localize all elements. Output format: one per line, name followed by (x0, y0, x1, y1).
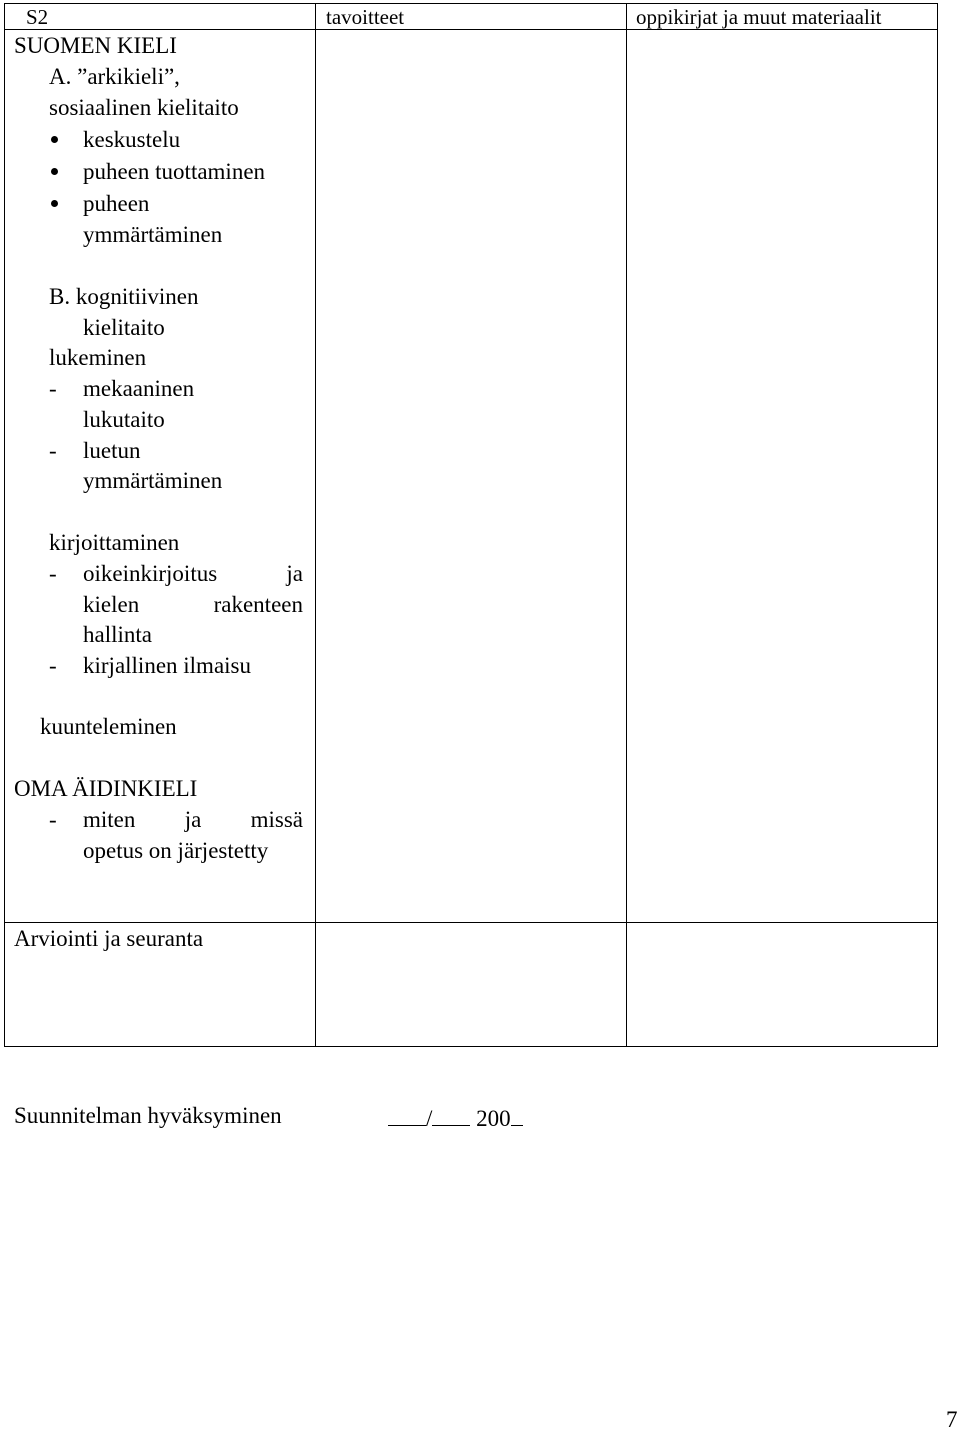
bullet-icon (51, 168, 58, 175)
bullet-item-understanding: ymmärtäminen (83, 222, 223, 247)
approval-day-blank[interactable] (388, 1101, 426, 1126)
writing-item-spelling-word: kielen (83, 592, 140, 617)
table-top-border (4, 3, 938, 4)
approval-label: Suunnitelman hyväksyminen (14, 1103, 282, 1128)
section-title-finnish: SUOMEN KIELI (14, 33, 177, 58)
bullet-item-speech: puheen (83, 191, 150, 216)
dash-marker: - (49, 653, 57, 678)
mother-tongue-word: ja (184, 807, 202, 832)
listening-heading: kuunteleminen (40, 714, 177, 739)
bullet-icon (51, 200, 58, 207)
column-divider-2 (626, 3, 627, 1047)
header-col-goals: tavoitteet (326, 5, 405, 29)
row-divider (4, 922, 938, 923)
reading-heading: lukeminen (49, 345, 147, 370)
reading-item-comprehension: luetun (83, 438, 141, 463)
table-bottom-border (4, 1046, 938, 1047)
writing-heading: kirjoittaminen (49, 530, 180, 555)
approval-year: 200 (476, 1106, 511, 1131)
mother-tongue-item-cont: opetus on järjestetty (83, 838, 269, 863)
approval-separator: / (426, 1106, 433, 1131)
column-divider-1 (315, 3, 316, 1047)
approval-month-blank[interactable] (432, 1101, 470, 1126)
writing-item-spelling-word: oikeinkirjoitus (83, 561, 218, 586)
dash-marker: - (49, 438, 57, 463)
mother-tongue-title: OMA ÄIDINKIELI (14, 776, 198, 801)
writing-item-spelling-word: rakenteen (213, 592, 303, 617)
reading-item-mechanical: mekaaninen (83, 376, 195, 401)
header-col-s2: S2 (26, 5, 49, 29)
header-col-materials: oppikirjat ja muut materiaalit (636, 5, 882, 29)
dash-marker: - (49, 376, 57, 401)
writing-item-spelling-word: ja (286, 561, 303, 586)
reading-item-mechanical-cont: lukutaito (83, 407, 165, 432)
page-number: 7 (946, 1407, 958, 1432)
approval-year-blank[interactable] (511, 1101, 523, 1126)
reading-item-comprehension-cont: ymmärtäminen (83, 468, 223, 493)
table-left-border (4, 3, 5, 1047)
section-b-line1: B. kognitiivinen (49, 284, 199, 309)
dash-marker: - (49, 561, 57, 586)
bullet-item-conversation: keskustelu (83, 127, 181, 152)
assessment-label: Arviointi ja seuranta (14, 926, 204, 951)
section-a-line2: sosiaalinen kielitaito (49, 95, 239, 120)
mother-tongue-item (83, 805, 303, 835)
dash-marker: - (49, 807, 57, 832)
writing-item-spelling (83, 559, 303, 589)
writing-item-spelling-cont (83, 590, 303, 620)
header-divider (4, 29, 938, 30)
writing-item-spelling-end: hallinta (83, 622, 152, 647)
section-a-line1: A. ”arkikieli”, (49, 64, 180, 89)
table-right-border (937, 3, 938, 1047)
bullet-icon (51, 136, 58, 143)
mother-tongue-word: miten (83, 807, 136, 832)
bullet-item-speech-production: puheen tuottaminen (83, 159, 266, 184)
mother-tongue-word: missä (250, 807, 303, 832)
approval-date-field[interactable] (388, 1101, 523, 1134)
section-b-line2: kielitaito (83, 315, 165, 340)
writing-item-written-expression: kirjallinen ilmaisu (83, 653, 251, 678)
